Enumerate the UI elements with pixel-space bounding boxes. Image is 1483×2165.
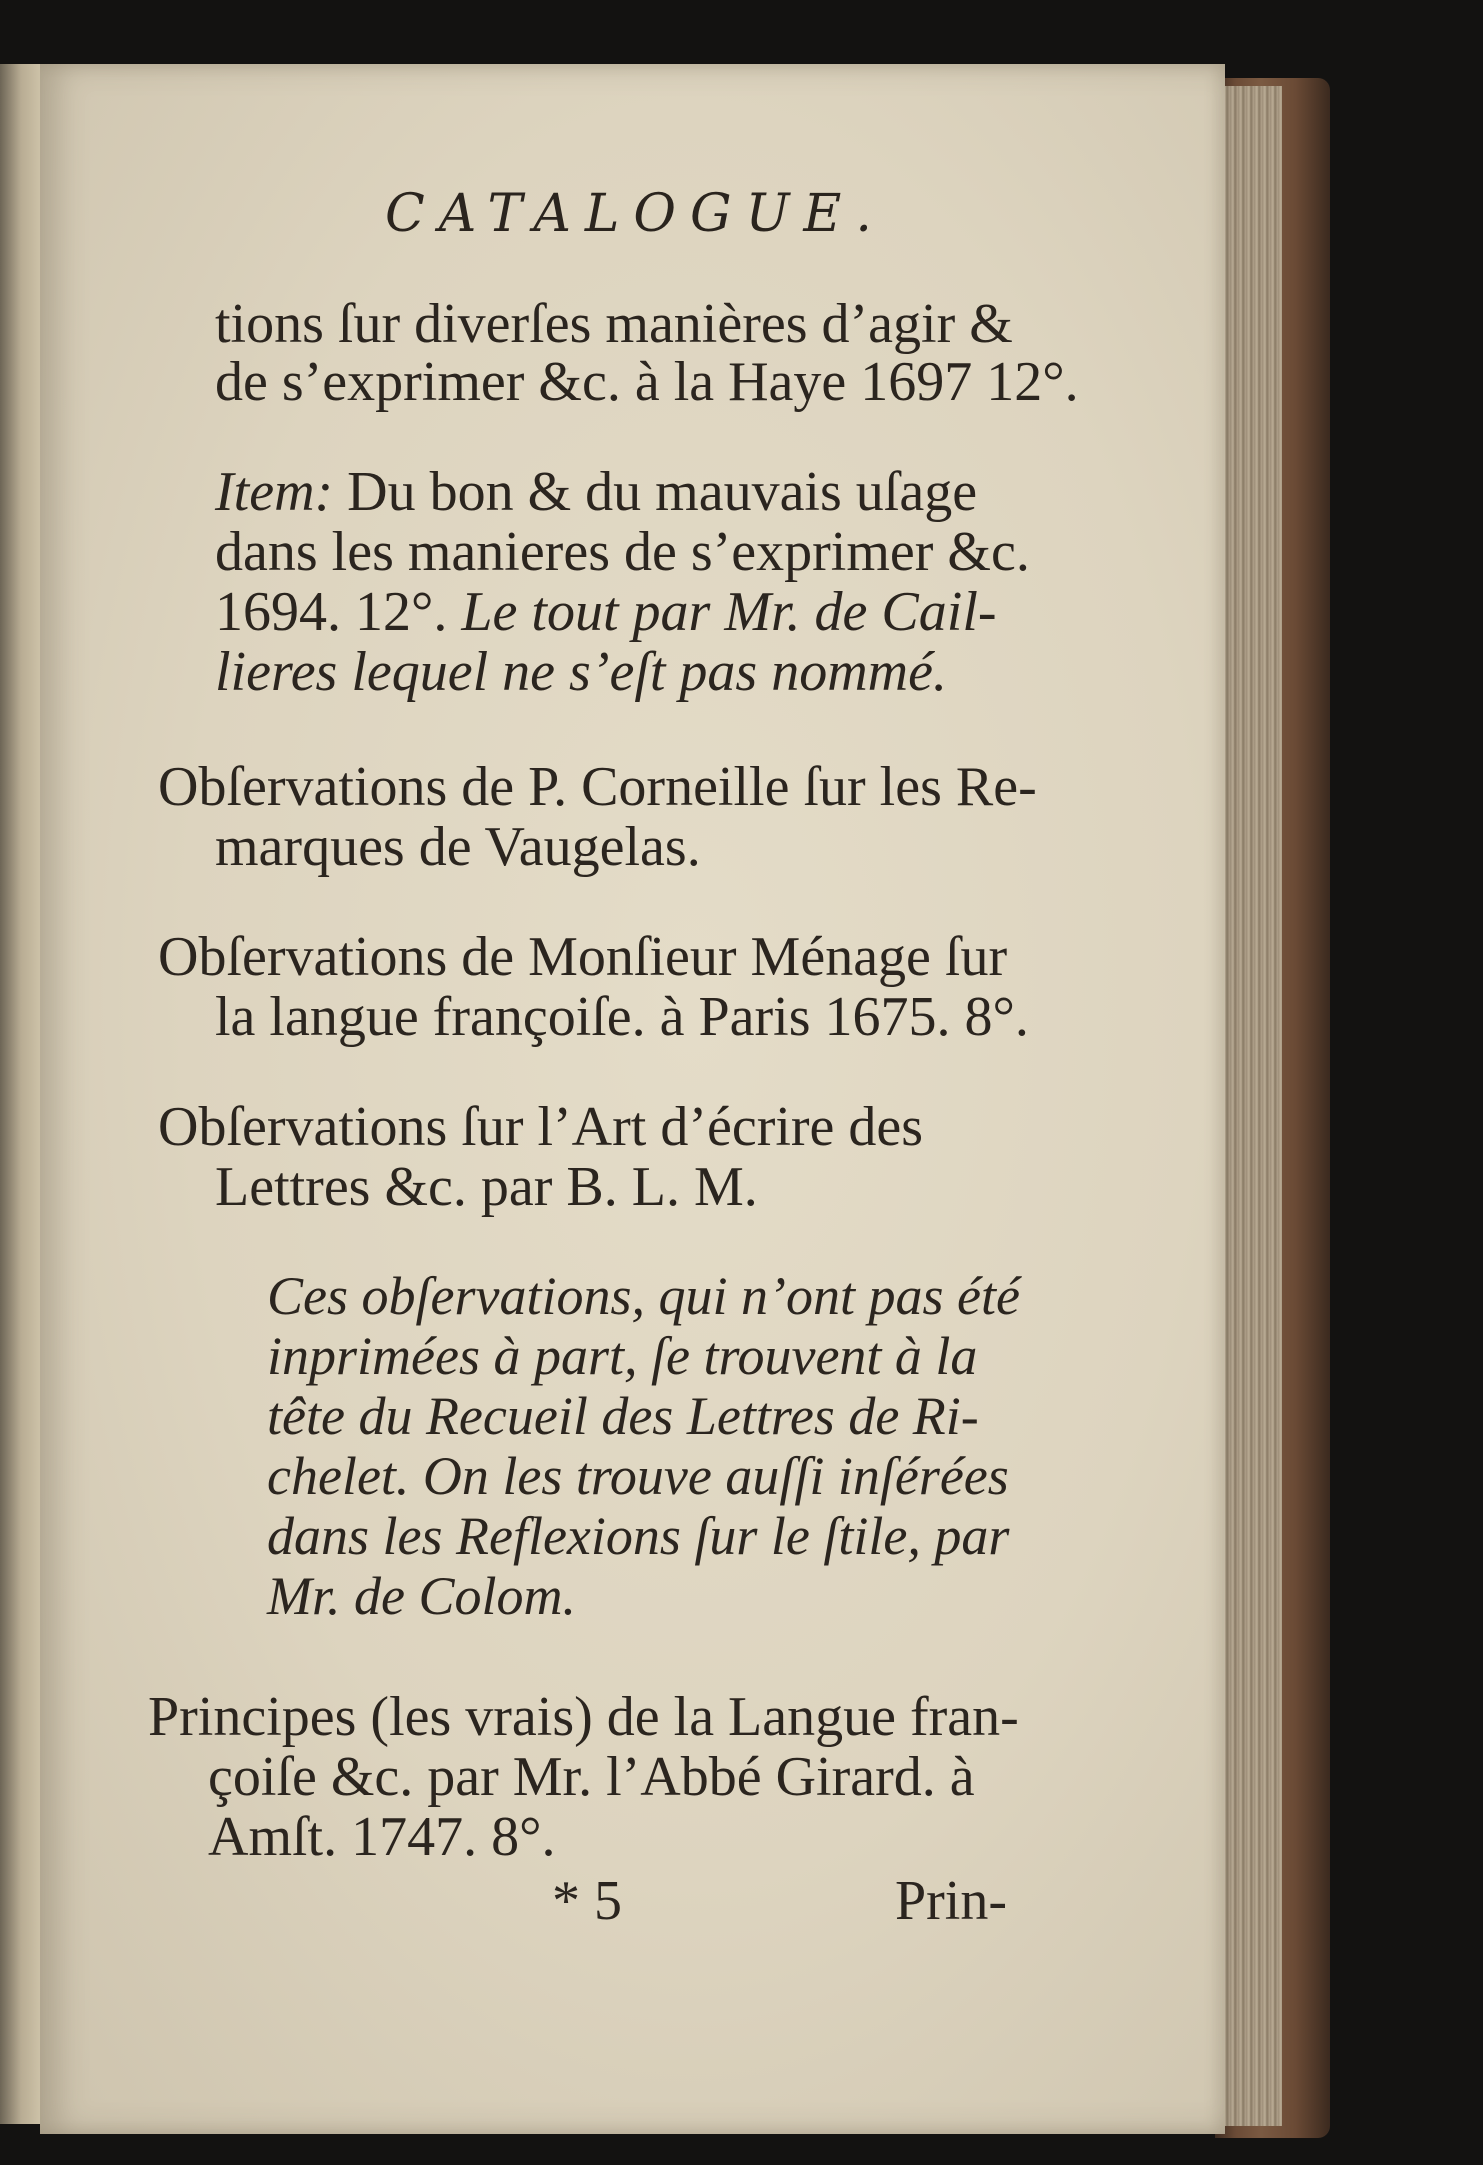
item-text: 1694. 12°.: [215, 581, 462, 643]
text-line: Obſervations de Monſieur Ménage ſur: [158, 926, 1008, 988]
text-line: lieres lequel ne s’eſt pas nommé.: [215, 641, 947, 703]
text-line: Amſt. 1747. 8°.: [208, 1806, 556, 1868]
text-line: çoiſe &c. par Mr. l’Abbé Girard. à: [208, 1746, 975, 1808]
text-line: marques de Vaugelas.: [215, 816, 701, 878]
text-line: tions ſur diverſes manières d’agir &: [215, 293, 1013, 355]
text-line: [215, 581, 997, 643]
note-line: Ces obſervations, qui n’ont pas été: [267, 1266, 1020, 1326]
text-line: Obſervations de P. Corneille ſur les Re-: [158, 756, 1037, 818]
note-line: tête du Recueil des Lettres de Ri-: [267, 1386, 979, 1446]
text-line: Lettres &c. par B. L. M.: [215, 1156, 758, 1218]
running-head: CATALOGUE.: [385, 184, 886, 244]
item-italic-text: Le tout par Mr. de Cail-: [461, 581, 997, 643]
text-line: la langue françoiſe. à Paris 1675. 8°.: [215, 986, 1029, 1048]
note-line: Mr. de Colom.: [267, 1566, 576, 1626]
text-line: de s’exprimer &c. à la Haye 1697 12°.: [215, 351, 1079, 413]
signature-mark: * 5: [552, 1870, 622, 1932]
left-page-edge: [0, 64, 42, 2124]
note-line: chelet. On les trouve auſſi inſérées: [267, 1446, 1009, 1506]
text-line: Principes (les vrais) de la Langue fran-: [148, 1686, 1019, 1748]
item-label: Item:: [215, 461, 334, 523]
catchword: Prin-: [895, 1870, 1007, 1932]
book-page: [40, 64, 1225, 2134]
text-line: dans les manieres de s’exprimer &c.: [215, 521, 1030, 583]
text-line: Obſervations ſur l’Art d’écrire des: [158, 1096, 924, 1158]
page-block-edge: [1222, 86, 1282, 2126]
note-line: inprimées à part, ſe trouvent à la: [267, 1326, 978, 1386]
note-line: dans les Reflexions ſur le ſtile, par: [267, 1506, 1010, 1566]
text-line: [215, 461, 978, 523]
item-text: Du bon & du mauvais uſage: [333, 461, 978, 523]
